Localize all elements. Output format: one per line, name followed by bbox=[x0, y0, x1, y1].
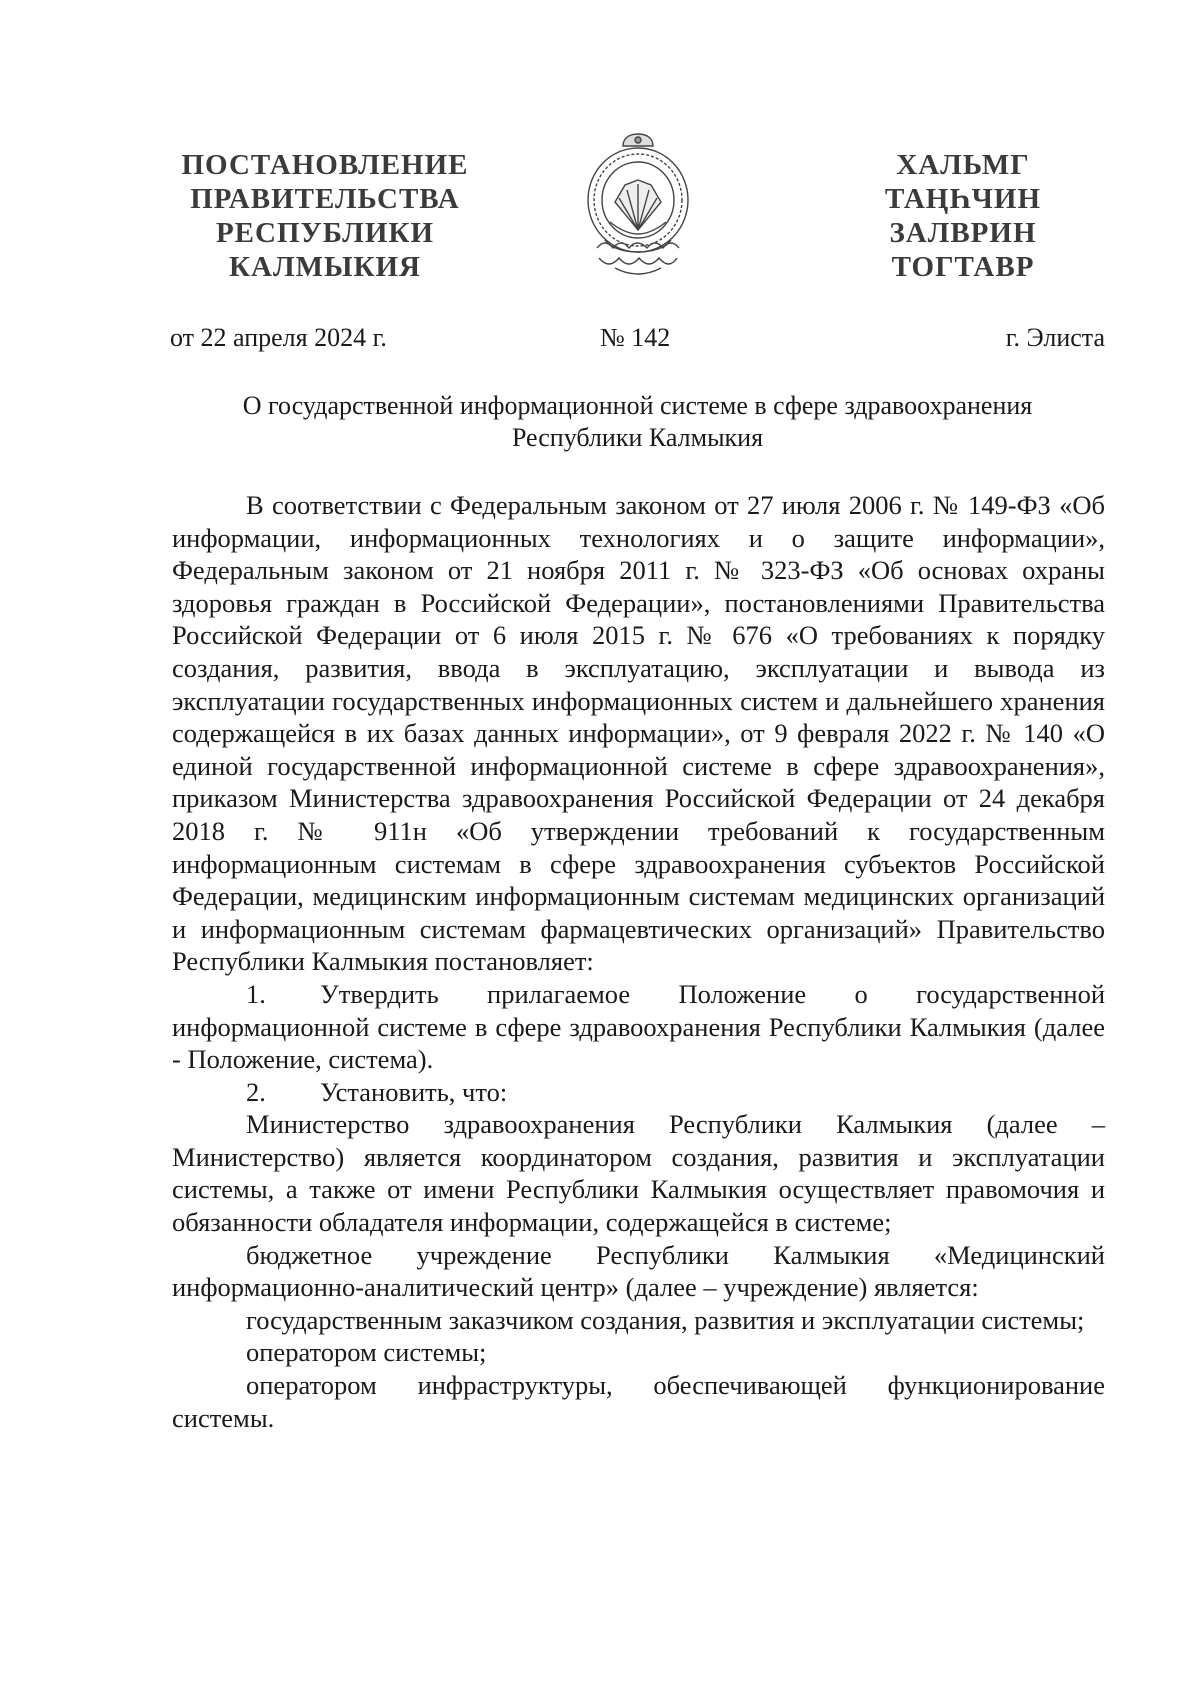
header-left-line: ПРАВИТЕЛЬСТВА bbox=[190, 183, 460, 215]
ministry-paragraph: Министерство здравоохранения Республики Калмыкия (далее – Министерство) является координатором создания, развития и эксплуатации системы, а также от имени Республики Калмыкия осуществляет правомочия и обязанности обладателя информации, содержащейся в системе; bbox=[172, 1109, 1105, 1238]
role-3-paragraph: оператором инфраструктуры, обеспечивающей функционирование системы. bbox=[172, 1370, 1105, 1433]
item-2-number: 2. bbox=[246, 1076, 266, 1107]
item-1-number: 1. bbox=[246, 978, 266, 1009]
document-city: г. Элиста bbox=[1005, 323, 1105, 352]
coat-of-arms-icon bbox=[575, 130, 701, 280]
preamble-paragraph: В соответствии с Федеральным законом от 27 июля 2006 г. № 149-ФЗ «Об информации, информационных технологиях и о защите информации», Федеральным законом от 21 ноября 2011 г. № 323-ФЗ «Об основах охраны здоровья граждан в Российской Федерации», постановлениями Правительства Российской Федерации от 6 июля 2015 г. № 676 «О требованиях к порядку создания, развития, ввода в эксплуатацию, эксплуатации и вывода из эксплуатации государственных информационных систем и дальнейшего хранения содержащейся в их базах данных информации», от 9 февраля 2022 г. № 140 «О единой государственной информационной системе в сфере здравоохранения», приказом Министерства здравоохранения Российской Федерации от 24 декабря 2018 г. № 911н «Об утверждении требований к государственным информационным системам в сфере здравоохранения субъектов Российской Федерации, медицинским информационным системам медицинских организаций и информационным системам фармацевтических организаций» Правительство Республики Калмыкия постановляет: bbox=[172, 490, 1105, 977]
document-body bbox=[172, 489, 1105, 1434]
header-left-title bbox=[160, 148, 490, 284]
item-2 bbox=[172, 1076, 1105, 1109]
document-date: от 22 апреля 2024 г. bbox=[170, 323, 387, 352]
header-right-line: ХАЛЬМГ bbox=[896, 149, 1030, 181]
document-title bbox=[170, 390, 1105, 454]
header-right-line: ТОГТАВР bbox=[891, 251, 1035, 283]
item-1 bbox=[172, 978, 1105, 1076]
title-line-2: Республики Калмыкия bbox=[511, 423, 764, 452]
header-left-line: ПОСТАНОВЛЕНИЕ bbox=[181, 149, 469, 181]
item-1-text: Утвердить прилагаемое Положение о государственной информационной системе в сфере здравоохранения Республики Калмыкия (далее - Положение, система). bbox=[172, 978, 1105, 1075]
header-right-line: ТАҢҺЧИН bbox=[884, 183, 1042, 215]
header-left-line: РЕСПУБЛИКИ bbox=[215, 217, 435, 249]
role-1-paragraph: государственным заказчиком создания, развития и эксплуатации системы; bbox=[246, 1304, 1085, 1335]
document-number: № 142 bbox=[600, 323, 671, 352]
header-left-line: КАЛМЫКИЯ bbox=[229, 251, 421, 283]
item-2-text: Установить, что: bbox=[320, 1076, 508, 1107]
institution-paragraph: бюджетное учреждение Республики Калмыкия «Медицинский информационно-аналитический центр» (далее – учреждение) является: bbox=[172, 1239, 1105, 1303]
title-line-1: О государственной информационной системе в сфере здравоохранения bbox=[242, 391, 1033, 420]
header-right-line: ЗАЛВРИН bbox=[889, 217, 1037, 249]
role-2-paragraph: оператором системы; bbox=[246, 1337, 487, 1368]
header-right-title bbox=[858, 148, 1068, 284]
